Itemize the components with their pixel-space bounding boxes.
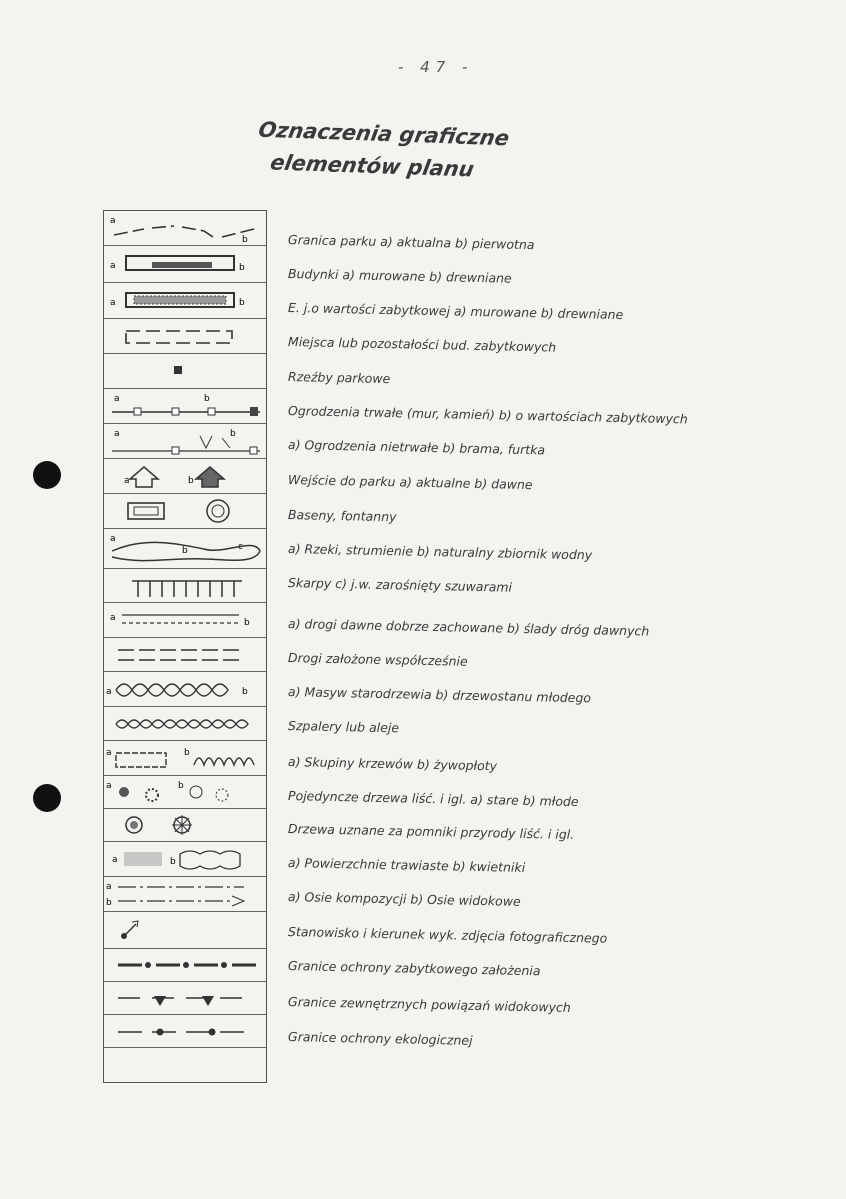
svg-text:c: c xyxy=(238,542,243,552)
symbol-historic-buildings xyxy=(104,283,266,319)
svg-text:a: a xyxy=(106,748,112,758)
svg-text:b: b xyxy=(170,857,176,867)
symbol-rivers-ponds xyxy=(104,529,266,569)
svg-text:b: b xyxy=(204,394,210,404)
legend-desc-10: a) Rzeki, strumienie b) naturalny zbiornik wodny xyxy=(287,541,593,563)
svg-text:b: b xyxy=(239,298,245,308)
legend-desc-20: a) Osie kompozycji b) Osie widokowe xyxy=(287,889,521,909)
punch-hole-bottom xyxy=(33,784,61,812)
symbol-composition-axes xyxy=(104,877,266,912)
symbol-tree-stands xyxy=(104,672,266,707)
symbol-natural-monument-trees xyxy=(104,809,266,842)
symbol-lawns-flowerbeds xyxy=(104,842,266,877)
legend-desc-19: a) Powierzchnie trawiaste b) kwietniki xyxy=(287,855,526,875)
symbol-modern-roads xyxy=(104,638,266,672)
legend-desc-21: Stanowisko i kierunek wyk. zdjęcia fotograficznego xyxy=(287,924,608,946)
svg-text:b: b xyxy=(178,781,184,791)
legend-desc-11: Skarpy c) j.w. zarośnięty szuwarami xyxy=(287,575,513,595)
svg-text:a: a xyxy=(106,687,112,697)
legend-desc-14: a) Masyw starodrzewia b) drzewostanu młodego xyxy=(287,684,592,706)
title-line-1: Oznaczenia graficzne xyxy=(256,117,512,151)
legend-desc-18: Drzewa uznane za pomniki przyrody liść. i igl. xyxy=(287,821,575,842)
legend-desc-16: a) Skupiny krzewów b) żywopłoty xyxy=(287,754,498,774)
legend-desc-15: Szpalery lub aleje xyxy=(287,718,400,736)
legend-desc-8: Wejście do parku a) aktualne b) dawne xyxy=(287,472,533,493)
svg-text:b: b xyxy=(239,263,245,273)
legend-desc-9: Baseny, fontanny xyxy=(287,507,397,525)
symbol-tree-rows-alleys xyxy=(104,707,266,741)
svg-text:a: a xyxy=(110,298,116,308)
symbol-park-sculpture xyxy=(104,354,266,389)
svg-text:a: a xyxy=(110,216,116,226)
page-number: - 47 - xyxy=(398,58,474,76)
symbol-single-trees xyxy=(104,776,266,809)
legend-desc-17: Pojedyncze drzewa liść. i igl. a) stare b) młode xyxy=(287,788,579,810)
legend-desc-4: Miejsca lub pozostałości bud. zabytkowych xyxy=(287,334,557,355)
svg-text:a: a xyxy=(114,429,120,439)
symbol-view-connections-border xyxy=(104,982,266,1015)
svg-text:b: b xyxy=(230,429,236,439)
svg-text:b: b xyxy=(242,687,248,697)
svg-text:a: a xyxy=(110,261,116,271)
legend-desc-23: Granice zewnętrznych powiązań widokowych xyxy=(287,994,571,1015)
svg-text:a: a xyxy=(106,882,112,892)
legend-desc-22: Granice ochrony zabytkowego założenia xyxy=(287,958,541,979)
svg-text:b: b xyxy=(188,476,194,486)
legend-symbol-table xyxy=(103,210,267,1083)
legend-desc-6: Ogrodzenia trwałe (mur, kamień) b) o wartościach zabytkowych xyxy=(287,403,688,427)
legend-desc-3: E. j.o wartości zabytkowej a) murowane b) drewniane xyxy=(287,300,624,323)
legend-desc-2: Budynki a) murowane b) drewniane xyxy=(287,266,512,286)
punch-hole-top xyxy=(33,461,61,489)
legend-desc-5: Rzeźby parkowe xyxy=(287,369,391,387)
symbol-empty-cell xyxy=(104,1048,266,1081)
svg-text:b: b xyxy=(244,618,250,628)
symbol-park-entrance xyxy=(104,459,266,494)
symbol-ecological-protection-border xyxy=(104,1015,266,1048)
svg-text:b: b xyxy=(184,748,190,758)
svg-text:a: a xyxy=(114,394,120,404)
symbol-historic-roads xyxy=(104,603,266,638)
symbol-building-remains xyxy=(104,319,266,354)
svg-text:a: a xyxy=(110,534,116,544)
symbol-pools-fountains xyxy=(104,494,266,529)
legend-desc-1: Granica parku a) aktualna b) pierwotna xyxy=(287,232,535,253)
symbol-photo-station xyxy=(104,912,266,949)
legend-desc-12: a) drogi dawne dobrze zachowane b) ślady dróg dawnych xyxy=(287,616,650,639)
symbol-heritage-protection-border xyxy=(104,949,266,982)
symbol-temporary-fence-gate xyxy=(104,424,266,459)
svg-text:a: a xyxy=(124,476,130,486)
symbol-park-boundary xyxy=(104,211,266,246)
svg-text:a: a xyxy=(106,781,112,791)
legend-desc-7: a) Ogrodzenia nietrwałe b) brama, furtka xyxy=(287,437,546,458)
symbol-slopes xyxy=(104,569,266,603)
legend-desc-24: Granice ochrony ekologicznej xyxy=(287,1029,473,1048)
svg-text:a: a xyxy=(110,613,116,623)
symbol-shrubs-hedges xyxy=(104,741,266,776)
legend-desc-13: Drogi założone współcześnie xyxy=(287,650,468,669)
symbol-buildings xyxy=(104,246,266,283)
svg-text:a: a xyxy=(112,855,118,865)
title-line-2: elementów planu xyxy=(268,150,476,182)
svg-text:b: b xyxy=(106,898,112,908)
symbol-permanent-fence xyxy=(104,389,266,424)
svg-text:b: b xyxy=(242,235,248,245)
svg-text:b: b xyxy=(182,546,188,556)
